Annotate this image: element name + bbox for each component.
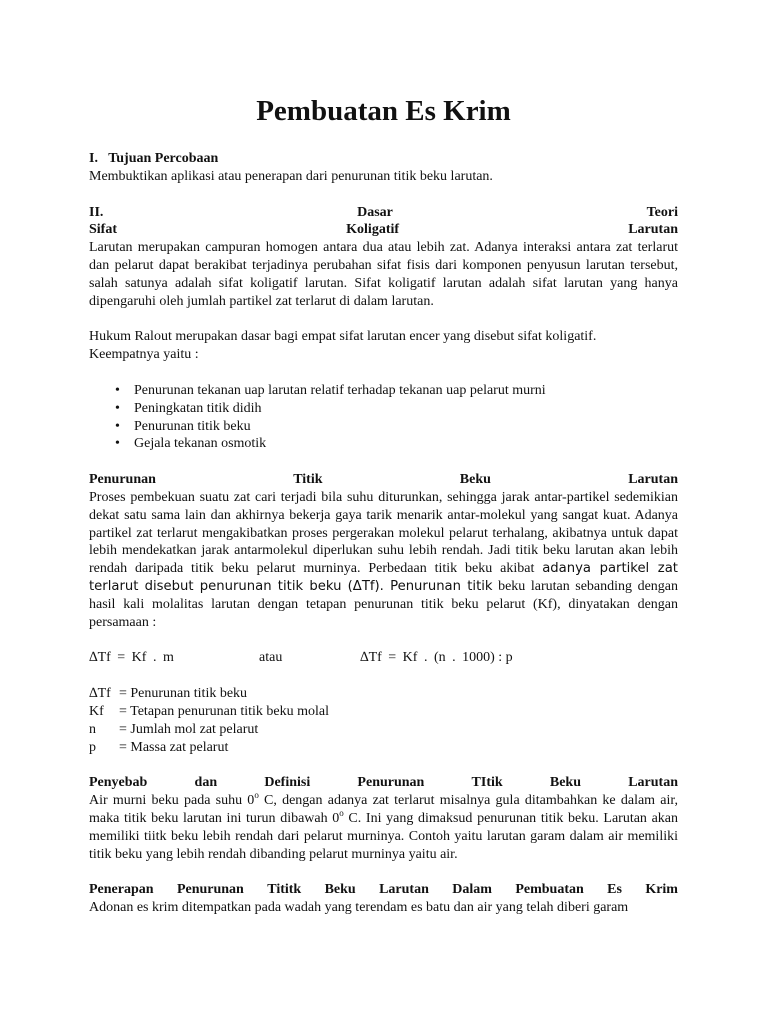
heading-word: Beku — [324, 882, 356, 898]
section2-paragraph2-line2: Keempatnya yaitu : — [89, 347, 199, 363]
equation-right-part: 1000) : p — [462, 650, 513, 666]
paragraph-text: C. Ini yang dimaksud penurunan titik beku. Larutan akan memiliki tiitk beku lebih rendah dari pelarut murninya. Contoh yaitu larutan garam dalam air memiliki titik beku yang lebih rendah dibanding pelarut murninya yaitu air. — [89, 810, 679, 862]
section3-heading — [89, 471, 678, 489]
heading-word: Tititk — [267, 882, 302, 898]
paragraph-text: C, dengan adanya zat terlarut misalnya gula ditambahkan ke dalam air, maka titik beku larutan ini turun dibawah 0 — [89, 793, 678, 826]
definition-meaning: = Jumlah mol zat pelarut — [119, 721, 259, 737]
heading-word: Penyebab — [89, 775, 148, 791]
definition-row — [89, 703, 678, 721]
document-title: Pembuatan Es Krim — [256, 95, 511, 127]
heading-word: Pembuatan — [515, 882, 584, 898]
definition-symbol: n — [89, 721, 96, 737]
heading-word: Penurunan — [89, 472, 156, 488]
definition-meaning: = Penurunan titik beku — [119, 686, 248, 702]
definition-row — [89, 685, 678, 703]
list-item: • Peningkatan titik didih — [89, 400, 678, 418]
definition-symbol: ∆Tf — [89, 686, 111, 702]
section1-heading: I. Tujuan Percobaan — [89, 151, 219, 166]
heading-word: Penurunan — [176, 882, 244, 898]
section2-heading-line1 — [89, 204, 678, 222]
list-item: • Gejala tekanan osmotik — [89, 435, 678, 453]
heading-word: Larutan — [628, 775, 678, 791]
heading-word: Penerapan — [89, 882, 154, 898]
paragraph-text: Proses pembekuan suatu zat cari terjadi bila suhu diturunkan, sehingga jarak antar-partikel sedemikian dekat satu sama lain dan akhirnya bekerja gaya tarik menarik antar-molekul yang sangat kuat. Adanya partikel zat terlarut mengakibatkan proses pergerakan molekul pelarut terhalang, akibatnya untuk dapat lebih mendekatkan jarak antarmolekul diperlukan suhu lebih rendah. Jadi titik beku larutan akan lebih rendah daripada titik beku pelarut murninya. Perbedaan titik beku akibat — [89, 489, 678, 577]
heading-word: Larutan — [628, 222, 678, 238]
heading-word: dan — [194, 775, 218, 791]
heading-word: Beku — [549, 775, 581, 791]
equation-row — [89, 649, 678, 667]
section2-paragraph1: Larutan merupakan campuran homogen antara dua atau lebih zat. Adanya interaksi antara zat terlarut dan pelarut dapat berakibat terjadinya perubahan sifat fisis dari komponen penyusun larutan tersebut, salah satunya adalah sifat koligatif larutan. Sifat koligatif larutan adalah sifat larutan yang hanya dipengaruhi oleh jumlah partikel zat terlarut di dalam larutan. — [89, 240, 678, 309]
heading-word: Dalam — [452, 882, 492, 898]
paragraph-text-alt-font: adanya partikel zat terlarut disebut penurunan titik beku (ΔTf). Penurunan titik — [89, 561, 678, 594]
section1-text: Membuktikan aplikasi atau penerapan dari penurunan titik beku larutan. — [89, 168, 493, 184]
heading-word: Sifat — [89, 222, 117, 238]
definition-list — [89, 685, 678, 756]
definition-row — [89, 739, 678, 757]
heading-word: Krim — [645, 882, 678, 898]
heading-word: Beku — [459, 472, 491, 488]
paragraph-text: beku larutan sebanding dengan hasil kali molalitas larutan dengan tetapan penurunan titik beku pelarut (Kf), dinyatakan dengan persamaan : — [89, 578, 679, 630]
section3-paragraph — [89, 489, 678, 631]
heading-word: Titik — [293, 472, 323, 488]
heading-word: Koligatif — [346, 222, 400, 238]
definition-symbol: Kf — [89, 703, 104, 719]
definition-row — [89, 721, 678, 739]
heading-word: Definisi — [264, 775, 311, 791]
equation-or: atau — [259, 650, 283, 666]
definition-meaning: = Massa zat pelarut — [119, 739, 229, 755]
section2-heading-line2 — [89, 221, 678, 239]
heading-word: Penurunan — [357, 775, 425, 791]
equation-right — [360, 649, 513, 667]
definition-symbol: p — [89, 739, 96, 755]
equation-left: ∆Tf = Kf . m — [89, 650, 174, 666]
section5-text: Adonan es krim ditempatkan pada wadah yang terendam es batu dan air yang telah diberi garam — [89, 900, 629, 916]
heading-word: Dasar — [357, 204, 393, 220]
heading-word: Larutan — [379, 882, 429, 898]
list-item: • Penurunan tekanan uap larutan relatif terhadap tekanan uap pelarut murni — [89, 382, 678, 400]
section4-paragraph — [89, 792, 678, 863]
heading-word: Larutan — [628, 472, 678, 488]
equation-right-part: ∆Tf = Kf . (n . — [360, 650, 463, 666]
heading-word: Es — [607, 882, 622, 898]
section2-paragraph2-line1: Hukum Ralout merupakan dasar bagi empat sifat larutan encer yang disebut sifat koligatif. — [89, 329, 597, 345]
section4-heading — [89, 774, 678, 792]
koligatif-list — [89, 382, 678, 453]
heading-word: Teori — [646, 204, 678, 220]
degree-superscript: o — [254, 790, 259, 801]
heading-word: TItik — [471, 775, 503, 791]
degree-superscript: o — [339, 807, 344, 818]
paragraph-text: Air murni beku pada suhu 0 — [89, 793, 255, 809]
list-item: • Penurunan titik beku — [89, 418, 678, 436]
heading-word: II. — [89, 204, 104, 220]
section5-heading — [89, 881, 678, 899]
definition-meaning: = Tetapan penurunan titik beku molal — [119, 703, 329, 719]
